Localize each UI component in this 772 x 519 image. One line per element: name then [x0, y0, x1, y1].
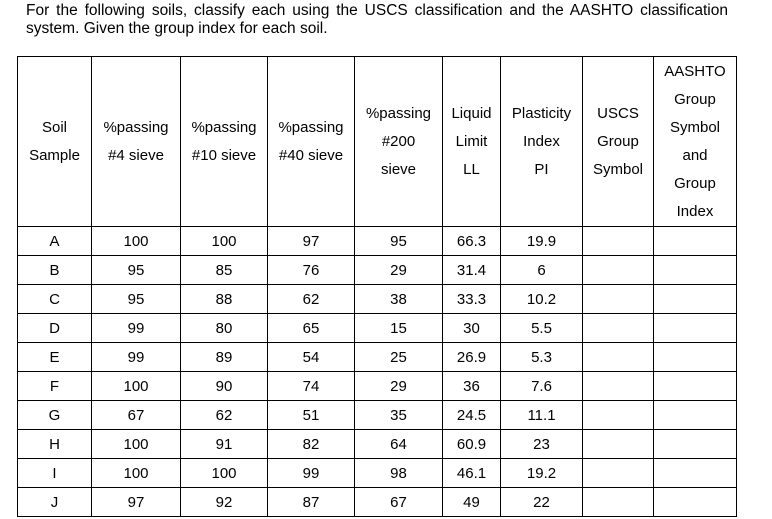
header-soil-sample: Soil Sample [18, 57, 92, 227]
cell-uscs-symbol [583, 401, 654, 430]
cell-passing-10: 85 [181, 256, 268, 285]
cell-uscs-symbol [583, 488, 654, 517]
cell-passing-4: 100 [92, 372, 181, 401]
cell-passing-10: 88 [181, 285, 268, 314]
cell-passing-200: 35 [355, 401, 443, 430]
cell-soil-sample: D [18, 314, 92, 343]
cell-uscs-symbol [583, 227, 654, 256]
cell-plasticity-index: 10.2 [501, 285, 583, 314]
header-liquid-limit: Liquid Limit LL [443, 57, 501, 227]
cell-passing-40: 54 [268, 343, 355, 372]
table-body [18, 227, 737, 517]
cell-liquid-limit: 31.4 [443, 256, 501, 285]
cell-uscs-symbol [583, 343, 654, 372]
cell-passing-4: 95 [92, 256, 181, 285]
cell-liquid-limit: 49 [443, 488, 501, 517]
cell-liquid-limit: 46.1 [443, 459, 501, 488]
cell-soil-sample: E [18, 343, 92, 372]
cell-soil-sample: B [18, 256, 92, 285]
cell-aashto-symbol [654, 459, 737, 488]
cell-aashto-symbol [654, 285, 737, 314]
cell-aashto-symbol [654, 430, 737, 459]
header-passing-200-sieve: %passing #200 sieve [355, 57, 443, 227]
cell-passing-10: 90 [181, 372, 268, 401]
table-row [18, 488, 737, 517]
cell-passing-4: 99 [92, 314, 181, 343]
cell-plasticity-index: 19.2 [501, 459, 583, 488]
header-passing-40-sieve: %passing #40 sieve [268, 57, 355, 227]
cell-passing-10: 100 [181, 227, 268, 256]
cell-passing-4: 95 [92, 285, 181, 314]
table-row [18, 343, 737, 372]
cell-plasticity-index: 7.6 [501, 372, 583, 401]
cell-plasticity-index: 5.3 [501, 343, 583, 372]
cell-passing-200: 29 [355, 372, 443, 401]
cell-aashto-symbol [654, 227, 737, 256]
header-passing-10-sieve: %passing #10 sieve [181, 57, 268, 227]
cell-passing-40: 65 [268, 314, 355, 343]
cell-plasticity-index: 6 [501, 256, 583, 285]
cell-passing-200: 64 [355, 430, 443, 459]
header-uscs-group-symbol: USCS Group Symbol [583, 57, 654, 227]
cell-liquid-limit: 36 [443, 372, 501, 401]
cell-aashto-symbol [654, 372, 737, 401]
cell-passing-200: 67 [355, 488, 443, 517]
cell-passing-40: 51 [268, 401, 355, 430]
cell-passing-200: 25 [355, 343, 443, 372]
cell-aashto-symbol [654, 343, 737, 372]
cell-passing-40: 74 [268, 372, 355, 401]
cell-passing-200: 15 [355, 314, 443, 343]
cell-passing-10: 91 [181, 430, 268, 459]
table-row [18, 256, 737, 285]
cell-soil-sample: I [18, 459, 92, 488]
cell-aashto-symbol [654, 256, 737, 285]
cell-uscs-symbol [583, 372, 654, 401]
cell-passing-4: 99 [92, 343, 181, 372]
cell-passing-10: 89 [181, 343, 268, 372]
cell-passing-200: 38 [355, 285, 443, 314]
cell-aashto-symbol [654, 401, 737, 430]
instructions-text: For the following soils, classify each using the USCS classification and the AASHTO classification system. Given the group index for each soil. [26, 2, 728, 37]
cell-passing-4: 100 [92, 227, 181, 256]
header-passing-4-sieve: %passing #4 sieve [92, 57, 181, 227]
cell-passing-200: 98 [355, 459, 443, 488]
cell-soil-sample: C [18, 285, 92, 314]
cell-passing-10: 100 [181, 459, 268, 488]
cell-plasticity-index: 5.5 [501, 314, 583, 343]
cell-uscs-symbol [583, 256, 654, 285]
cell-liquid-limit: 66.3 [443, 227, 501, 256]
table-row [18, 401, 737, 430]
header-plasticity-index: Plasticity Index PI [501, 57, 583, 227]
soil-classification-table [17, 56, 737, 517]
cell-uscs-symbol [583, 459, 654, 488]
table-row [18, 227, 737, 256]
cell-passing-200: 29 [355, 256, 443, 285]
header-aashto-group-symbol-index: AASHTO Group Symbol and Group Index [654, 57, 737, 227]
cell-liquid-limit: 24.5 [443, 401, 501, 430]
cell-passing-40: 62 [268, 285, 355, 314]
table-row [18, 285, 737, 314]
cell-passing-40: 99 [268, 459, 355, 488]
cell-uscs-symbol [583, 314, 654, 343]
cell-passing-40: 76 [268, 256, 355, 285]
cell-plasticity-index: 23 [501, 430, 583, 459]
cell-passing-40: 87 [268, 488, 355, 517]
cell-uscs-symbol [583, 285, 654, 314]
cell-soil-sample: F [18, 372, 92, 401]
cell-passing-10: 92 [181, 488, 268, 517]
cell-uscs-symbol [583, 430, 654, 459]
table-row [18, 314, 737, 343]
cell-passing-4: 97 [92, 488, 181, 517]
cell-passing-200: 95 [355, 227, 443, 256]
cell-passing-4: 100 [92, 459, 181, 488]
table-row [18, 430, 737, 459]
table-header-row [18, 57, 737, 227]
table-row [18, 459, 737, 488]
cell-aashto-symbol [654, 488, 737, 517]
cell-passing-4: 100 [92, 430, 181, 459]
cell-liquid-limit: 30 [443, 314, 501, 343]
cell-soil-sample: J [18, 488, 92, 517]
cell-passing-10: 62 [181, 401, 268, 430]
cell-plasticity-index: 11.1 [501, 401, 583, 430]
cell-passing-40: 97 [268, 227, 355, 256]
cell-soil-sample: G [18, 401, 92, 430]
cell-aashto-symbol [654, 314, 737, 343]
table-row [18, 372, 737, 401]
cell-plasticity-index: 19.9 [501, 227, 583, 256]
cell-passing-4: 67 [92, 401, 181, 430]
cell-plasticity-index: 22 [501, 488, 583, 517]
cell-passing-10: 80 [181, 314, 268, 343]
cell-passing-40: 82 [268, 430, 355, 459]
cell-soil-sample: H [18, 430, 92, 459]
cell-liquid-limit: 26.9 [443, 343, 501, 372]
cell-liquid-limit: 33.3 [443, 285, 501, 314]
cell-soil-sample: A [18, 227, 92, 256]
cell-liquid-limit: 60.9 [443, 430, 501, 459]
